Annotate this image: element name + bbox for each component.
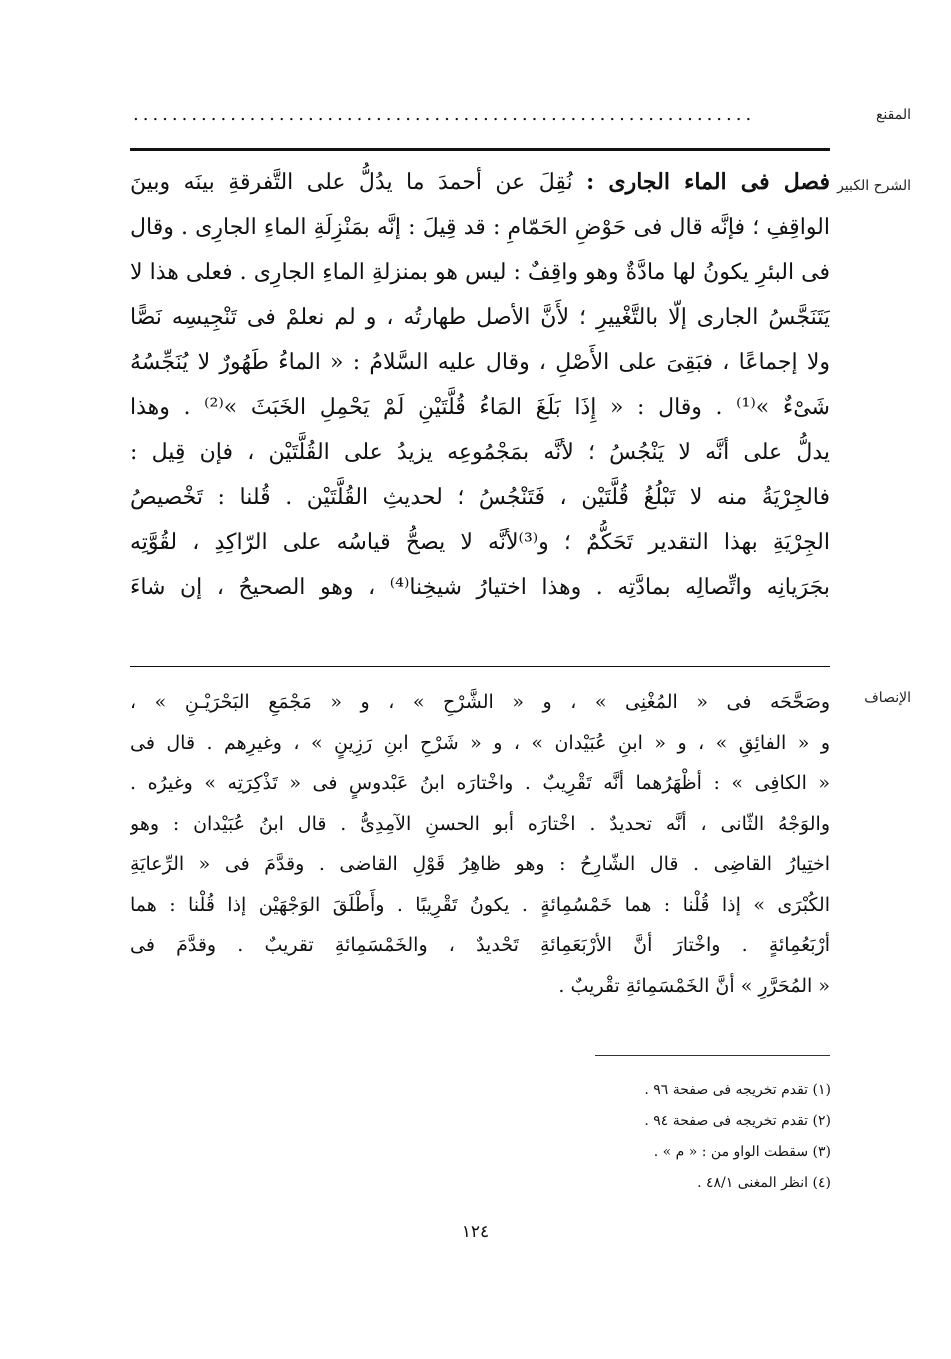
sharh-line-5: ولا إجماعًا ، فبَقِىَ على الأَصْلِ ، وقال عليه السَّلامُ : « الماءُ طَهُورٌ لا يُنَجِّسُهُ [130, 350, 830, 375]
sharh-line-1 [130, 160, 830, 205]
footnote-1: (١) تقدم تخريجه فى صفحة ٩٦ . [644, 1082, 831, 1098]
footnotes [331, 1075, 831, 1199]
insaf-line-2: و « الفائِقِ » ، و « ابنِ عُبَيْدان » ، و « شَرْحِ ابنِ رَزِينٍ » ، وغيرِهم . قال فى [130, 731, 830, 754]
sharh-line-2: الواقِفِ ؛ فإنَّه قال فى حَوْضِ الحَمّامِ : قد قِيلَ : إنَّه بمَنْزِلَةِ الماءِ الجارِى . وقال [130, 215, 830, 240]
sharh-line-9: الجِرْيَةِ بهذا التقدير تَحَكُّمٌ ؛ و⁽³⁾لأنَّه لا يصحُّ قياسُه على الرّاكِدِ ، لقُوَّتِه [130, 530, 830, 555]
footnote-divider [595, 1055, 830, 1056]
sharh-line-1-text: نُقِلَ عن أحمدَ ما يدُلُّ على التَّفرقةِ بينَه وبينَ [130, 170, 573, 195]
insaf-line-3: « الكافِى » : أظْهَرُهما أنَّه تَقْرِيبٌ . واخْتارَه ابنُ عَبْدوسٍ فى « تَذْكِرَتِه » وغيرُه . [130, 772, 830, 794]
sharh-line-8: فالجِرْيَةُ منه لا تَبْلُغُ قُلَّتَيْن ، فَتَنْجُسُ ؛ لحديثِ القُلَّتَيْن . قُلنا : تَخْصيصُ [130, 485, 830, 510]
sharh-line-3: فى البئرِ يكونُ لها مادَّةٌ وهو واقِفٌ : ليس هو بمنزلةِ الماءِ الجارِى . فعلى هذا لا [130, 260, 830, 285]
insaf-line-7: أرْبَعُمِائةٍ . واخْتارَ أنَّ الأرْبَعَمِائةِ تَحْديدٌ ، والخَمْسَمِائةِ تقريبٌ . وقدَّمَ فى [130, 934, 830, 956]
insaf-line-8: « المُحَرَّرِ » أنَّ الخَمْسَمِائةِ تقْريبٌ . [558, 974, 830, 997]
insaf-text-block [130, 682, 830, 1006]
sharh-text-block [130, 160, 830, 610]
insaf-margin-label: الإنصاف [864, 690, 911, 706]
header-dotted-rule: ................................................................ [133, 104, 756, 125]
insaf-line-4: والوَجْهُ الثّانى ، أنَّه تحديدٌ . اخْتارَه أبو الحسنِ الآمِدِىُّ . قال ابنُ عُبَيْدان : وهو [130, 812, 830, 835]
page-number: ١٢٤ [461, 1222, 490, 1242]
section-divider [130, 666, 830, 667]
footnote-2: (٢) تقدم تخريجه فى صفحة ٩٤ . [644, 1113, 831, 1129]
sharh-line-4: يَتَنَجَّسُ الجارى إلّا بالتَّغْييرِ ؛ لأَنَّ الأصل طهارتُه ، و لم نعلمْ فى تَنْجِيسِه نَصًّا [130, 305, 830, 330]
running-title: المقنع [875, 107, 911, 123]
header-divider [130, 148, 830, 151]
insaf-line-5: اختِيارُ القاضِى . قال الشّارِحُ : وهو ظاهِرُ قَوْلِ القاضى . وقدَّمَ فى « الرِّعايَةِ [130, 853, 830, 875]
insaf-line-6: الكُبْرَى » إذا قُلْنا : هما خَمْسُمِائةٍ . يكونُ تَقْرِيبًا . وأَطْلَقَ الوَجْهَيْن إذا قُلْنا : هما [130, 893, 830, 916]
sharh-margin-label: الشرح الكبير [837, 178, 911, 194]
footnote-3: (٣) سقطت الواو من : « م » . [653, 1144, 831, 1160]
sharh-line-7: يدلُّ على أنَّه لا يَنْجُسُ ؛ لأنَّه بمَجْمُوعِه يزيدُ على القُلَّتَيْن ، فإن قِيل : [130, 440, 830, 465]
sharh-line-10: بجَرَيانِه واتِّصالِه بمادَّتِه . وهذا اختيارُ شيخِنا⁽⁴⁾ ، وهو الصحيحُ ، إن شاءَ [130, 575, 830, 600]
sharh-line-6: شَىْءٌ »⁽¹⁾ . وقال : « إِذَا بَلَغَ المَاءُ قُلَّتَيْنِ لَمْ يَحْمِلِ الخَبَثَ »⁽²⁾ . وهذا [130, 395, 830, 420]
footnote-4: (٤) انظر المغنى ٤٨/١ . [697, 1175, 831, 1191]
insaf-line-1: وصَحَّحَه فى « المُغْنِى » ، و « الشَّرْحِ » ، و « مَجْمَعِ البَحْرَيْـنِ » ، [130, 691, 830, 713]
section-title: فصل فى الماء الجارى : [586, 169, 830, 195]
